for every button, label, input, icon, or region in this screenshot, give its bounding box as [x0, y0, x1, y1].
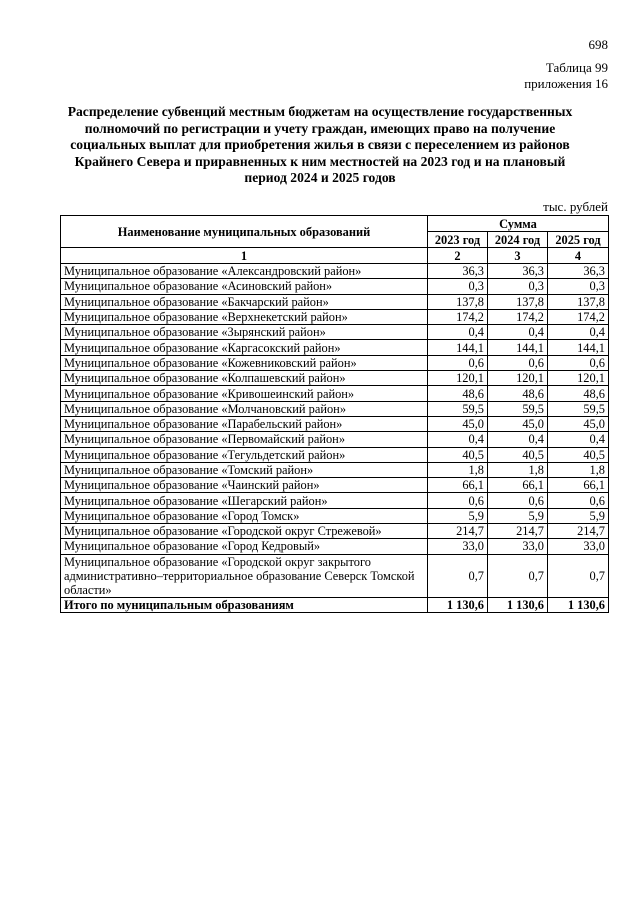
- amount-2024: 66,1: [488, 478, 548, 493]
- amount-2025: 0,6: [548, 493, 609, 508]
- amount-2024: 48,6: [488, 386, 548, 401]
- amount-2023: 33,0: [428, 539, 488, 554]
- table-reference: Таблица 99: [545, 60, 608, 75]
- amount-2024: 0,6: [488, 493, 548, 508]
- table-row: [61, 355, 609, 370]
- amount-2025: 59,5: [548, 401, 609, 416]
- municipality-name: Муниципальное образование «Тегульдетский район»: [61, 447, 428, 462]
- title-line: социальных выплат для приобретения жилья в связи с переселением из районов: [70, 137, 570, 153]
- document-title: [40, 104, 600, 187]
- municipality-name: Муниципальное образование «Каргасокский район»: [61, 340, 428, 355]
- amount-2024: 1,8: [488, 462, 548, 477]
- amount-2023: 59,5: [428, 401, 488, 416]
- amount-2023: 48,6: [428, 386, 488, 401]
- column-number: 1: [61, 248, 428, 264]
- amount-2025: 1 130,6: [548, 597, 609, 612]
- municipality-name: Муниципальное образование «Зырянский район»: [61, 325, 428, 340]
- amount-2025: 33,0: [548, 539, 609, 554]
- amount-2024: 40,5: [488, 447, 548, 462]
- amount-2023: 0,7: [428, 554, 488, 597]
- amount-2024: 144,1: [488, 340, 548, 355]
- municipality-name: Муниципальное образование «Колпашевский район»: [61, 371, 428, 386]
- table-row: [61, 279, 609, 294]
- table-row: [61, 508, 609, 523]
- municipality-name: Муниципальное образование «Бакчарский район»: [61, 294, 428, 309]
- municipality-name: Муниципальное образование «Город Кедровый»: [61, 539, 428, 554]
- municipality-name: Муниципальное образование «Чаинский район»: [61, 478, 428, 493]
- amount-2024: 174,2: [488, 309, 548, 324]
- municipality-name: Муниципальное образование «Молчановский район»: [61, 401, 428, 416]
- amount-2024: 0,4: [488, 432, 548, 447]
- amount-2024: 33,0: [488, 539, 548, 554]
- table-row: [61, 325, 609, 340]
- table-row: [61, 478, 609, 493]
- amount-2024: 120,1: [488, 371, 548, 386]
- table-row: [61, 554, 609, 597]
- municipality-name: Муниципальное образование «Городской округ Стрежевой»: [61, 524, 428, 539]
- amount-2023: 144,1: [428, 340, 488, 355]
- column-number: 4: [548, 248, 609, 264]
- table-row: [61, 524, 609, 539]
- title-line: Распределение субвенций местным бюджетам на осуществление государственных: [67, 104, 573, 119]
- amount-2025: 137,8: [548, 294, 609, 309]
- table-row: [61, 386, 609, 401]
- table-row: [61, 309, 609, 324]
- amount-2023: 66,1: [428, 478, 488, 493]
- table-body: [61, 264, 609, 613]
- amount-2025: 45,0: [548, 416, 609, 431]
- amount-2023: 137,8: [428, 294, 488, 309]
- table-row: [61, 264, 609, 279]
- amount-2024: 0,7: [488, 554, 548, 597]
- title-line: полномочий по регистрации и учету граждан, имеющих право на получение: [84, 120, 556, 136]
- amount-2025: 36,3: [548, 264, 609, 279]
- amount-2024: 214,7: [488, 524, 548, 539]
- table-row: [61, 294, 609, 309]
- amount-2023: 1 130,6: [428, 597, 488, 612]
- amount-2025: 0,4: [548, 325, 609, 340]
- municipality-name: Итого по муниципальным образованиям: [61, 597, 428, 612]
- amount-2023: 40,5: [428, 447, 488, 462]
- sum-column-header: Сумма: [428, 216, 609, 232]
- amount-2025: 0,7: [548, 554, 609, 597]
- municipality-name: Муниципальное образование «Кривошеинский район»: [61, 386, 428, 401]
- amount-2024: 45,0: [488, 416, 548, 431]
- amount-2025: 174,2: [548, 309, 609, 324]
- title-line: период 2024 и 2025 годов: [244, 170, 396, 186]
- amount-2025: 40,5: [548, 447, 609, 462]
- amount-2024: 0,6: [488, 355, 548, 370]
- page-number: 698: [588, 37, 608, 52]
- amount-2023: 0,6: [428, 493, 488, 508]
- amount-2024: 137,8: [488, 294, 548, 309]
- subsidy-table: [60, 215, 609, 613]
- amount-2025: 66,1: [548, 478, 609, 493]
- amount-2023: 45,0: [428, 416, 488, 431]
- table-row: [61, 447, 609, 462]
- amount-2023: 0,3: [428, 279, 488, 294]
- municipality-name: Муниципальное образование «Асиновский район»: [61, 279, 428, 294]
- table-row: [61, 462, 609, 477]
- amount-2023: 0,4: [428, 325, 488, 340]
- table-row: [61, 416, 609, 431]
- table-row: [61, 371, 609, 386]
- municipality-name: Муниципальное образование «Александровский район»: [61, 264, 428, 279]
- amount-2024: 1 130,6: [488, 597, 548, 612]
- amount-2024: 59,5: [488, 401, 548, 416]
- column-number: 2: [428, 248, 488, 264]
- municipality-name: Муниципальное образование «Шегарский район»: [61, 493, 428, 508]
- amount-2025: 5,9: [548, 508, 609, 523]
- name-column-header: Наименование муниципальных образований: [61, 216, 428, 248]
- amount-2023: 0,4: [428, 432, 488, 447]
- total-row: [61, 597, 609, 612]
- amount-2025: 0,4: [548, 432, 609, 447]
- appendix-reference: приложения 16: [524, 76, 608, 91]
- municipality-name: Муниципальное образование «Кожевниковский район»: [61, 355, 428, 370]
- year-header-2023: 2023 год: [428, 232, 488, 248]
- amount-2025: 214,7: [548, 524, 609, 539]
- amount-2025: 1,8: [548, 462, 609, 477]
- table-row: [61, 340, 609, 355]
- units-label: тыс. рублей: [543, 199, 608, 214]
- amount-2024: 0,3: [488, 279, 548, 294]
- amount-2025: 144,1: [548, 340, 609, 355]
- municipality-name: Муниципальное образование «Город Томск»: [61, 508, 428, 523]
- amount-2023: 174,2: [428, 309, 488, 324]
- amount-2023: 214,7: [428, 524, 488, 539]
- amount-2025: 0,3: [548, 279, 609, 294]
- amount-2024: 36,3: [488, 264, 548, 279]
- table-row: [61, 539, 609, 554]
- table-row: [61, 401, 609, 416]
- amount-2023: 120,1: [428, 371, 488, 386]
- amount-2024: 5,9: [488, 508, 548, 523]
- amount-2024: 0,4: [488, 325, 548, 340]
- year-header-2025: 2025 год: [548, 232, 609, 248]
- amount-2025: 0,6: [548, 355, 609, 370]
- amount-2023: 5,9: [428, 508, 488, 523]
- column-number: 3: [488, 248, 548, 264]
- year-header-2024: 2024 год: [488, 232, 548, 248]
- amount-2023: 0,6: [428, 355, 488, 370]
- title-line: Крайнего Севера и приравненных к ним местностей на 2023 год и на плановый: [74, 153, 566, 169]
- amount-2023: 1,8: [428, 462, 488, 477]
- amount-2025: 120,1: [548, 371, 609, 386]
- amount-2025: 48,6: [548, 386, 609, 401]
- table-row: [61, 493, 609, 508]
- municipality-name: Муниципальное образование «Городской округ закрытого административно–территориальное образование Северск Томской области»: [61, 554, 428, 597]
- municipality-name: Муниципальное образование «Парабельский район»: [61, 416, 428, 431]
- municipality-name: Муниципальное образование «Верхнекетский район»: [61, 309, 428, 324]
- amount-2023: 36,3: [428, 264, 488, 279]
- municipality-name: Муниципальное образование «Первомайский район»: [61, 432, 428, 447]
- municipality-name: Муниципальное образование «Томский район»: [61, 462, 428, 477]
- table-row: [61, 432, 609, 447]
